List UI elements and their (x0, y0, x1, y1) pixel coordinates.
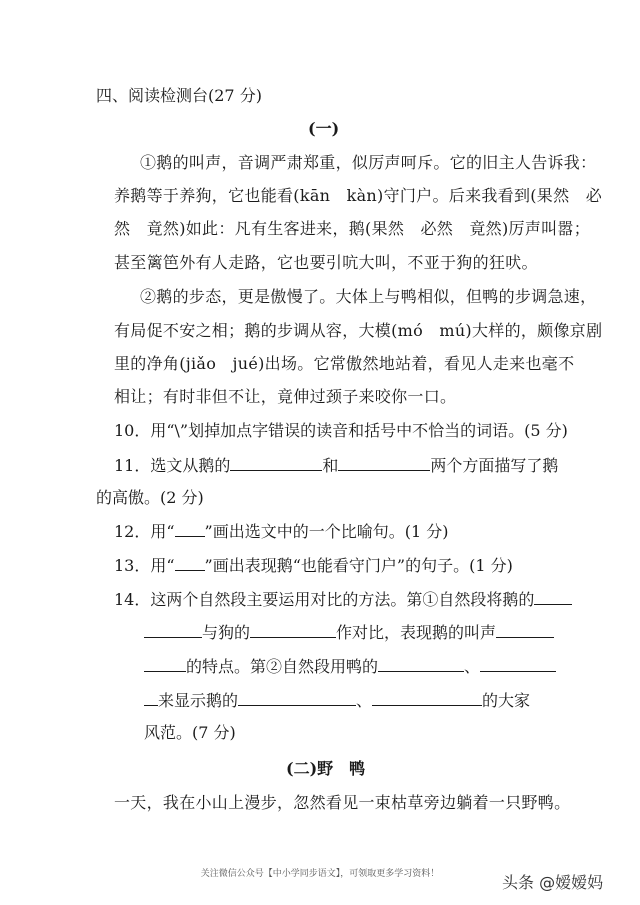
passage-p2-line2: 有局促不安之相；鹅的步调从容，大模(mó mú)大样的，颇像京剧 (114, 321, 603, 340)
answer-blank[interactable] (144, 655, 186, 672)
q13-text-b: ”画出表现鹅“也能看守门户”的句子。(1 分) (204, 556, 513, 575)
underline-sample (175, 554, 205, 571)
passage-p2-line3: 里的净角(jiǎo jué)出场。它常傲然地站着，看见人走来也毫不 (114, 354, 575, 373)
q14-text-c: 作对比，表现鹅的叫声 (336, 623, 497, 642)
question-14-line2 (144, 621, 554, 644)
q13-text-a: 13．用“ (114, 556, 175, 575)
answer-blank[interactable] (144, 689, 158, 706)
question-14-line1 (114, 588, 572, 611)
q11-text-c: 两个方面描写了鹅 (430, 456, 559, 475)
q14-text-b: 与狗的 (202, 623, 251, 642)
q12-text-b: ”画出选文中的一个比喻句。(1 分) (204, 522, 449, 541)
q14-text-a: 14．这两个自然段主要运用对比的方法。第①自然段将鹅的 (114, 590, 535, 609)
answer-blank[interactable] (378, 655, 464, 672)
question-14-line4 (144, 689, 530, 712)
question-10: 10．用“\”划掉加点字错误的读音和括号中不恰当的词语。(5 分) (114, 421, 568, 440)
answer-blank[interactable] (238, 689, 356, 706)
question-12 (114, 520, 448, 543)
watermark: 头条 @嫒嫒妈 (502, 873, 604, 892)
q14-text-d: 的特点。第②自然段用鸭的 (186, 657, 379, 676)
passage-p1-line2: 养鹅等于养狗，它也能看(kān kàn)守门户。后来我看到(果然 必 (114, 186, 603, 205)
question-14-line5: 风范。(7 分) (144, 723, 236, 742)
answer-blank[interactable] (480, 655, 556, 672)
passage-p1-line4: 甚至篱笆外有人走路，它也要引吭大叫，不亚于狗的狂吠。 (114, 253, 538, 272)
question-11-cont: 的高傲。(2 分) (96, 488, 204, 507)
q14-text-g: 、 (356, 691, 373, 710)
q14-text-h: 的大家 (482, 691, 531, 710)
q11-text-a: 11．选文从鹅的 (114, 456, 231, 475)
part2-title: (二)野 鸭 (286, 759, 366, 778)
answer-blank[interactable] (250, 621, 336, 638)
q11-text-b: 和 (322, 456, 339, 475)
answer-blank[interactable] (144, 621, 202, 638)
passage-p2-line4: 相让；有时非但不让，竟伸过颈子来咬你一口。 (114, 387, 457, 406)
answer-blank[interactable] (496, 621, 554, 638)
answer-blank[interactable] (372, 689, 482, 706)
question-14-line3 (144, 655, 556, 678)
passage-p2-line1: ②鹅的步态，更是傲慢了。大体上与鸭相似，但鸭的步调急速， (140, 287, 597, 306)
footer-notice: 关注微信公众号【中小学同步语文】，可领取更多学习资料！ (200, 869, 440, 879)
section-heading: 四、阅读检测台(27 分) (96, 86, 262, 105)
q12-text-a: 12．用“ (114, 522, 175, 541)
passage2-line1: 一天，我在小山上漫步，忽然看见一束枯草旁边躺着一只野鸭。 (114, 793, 571, 812)
answer-blank[interactable] (338, 454, 430, 471)
answer-blank[interactable] (534, 588, 572, 605)
passage-p1-line1: ①鹅的叫声，音调严肃郑重，似厉声呵斥。它的旧主人告诉我： (140, 153, 597, 172)
q14-text-e: 、 (464, 657, 481, 676)
underline-sample (175, 520, 205, 537)
part1-title: (一) (308, 119, 340, 138)
answer-blank[interactable] (230, 454, 322, 471)
question-13 (114, 554, 513, 577)
q14-text-f: 来显示鹅的 (158, 691, 239, 710)
question-11 (114, 454, 558, 477)
passage-p1-line3: 然 竟然)如此：凡有生客进来，鹅(果然 必然 竟然)厉声叫嚣； (114, 219, 591, 238)
